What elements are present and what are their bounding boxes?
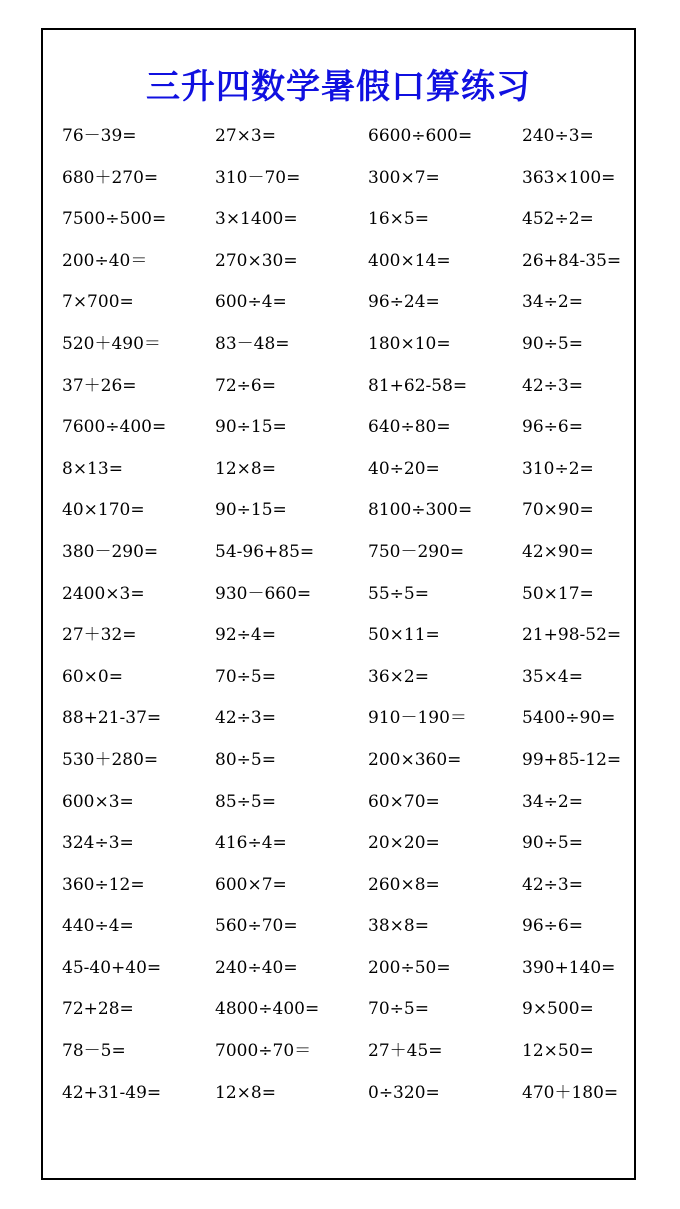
problem-cell: 27×3= — [215, 126, 276, 146]
problem-cell: 200÷50= — [368, 957, 451, 978]
problem-cell: 42×90= — [522, 541, 594, 562]
problem-cell: 96÷6= — [522, 916, 583, 937]
problem-cell: 3×1400= — [215, 209, 298, 230]
worksheet-frame — [41, 28, 636, 1180]
problem-cell: 416÷4= — [215, 833, 287, 854]
problem-cell: 54-96+85= — [215, 541, 315, 562]
problem-cell: 9×500= — [522, 999, 594, 1020]
problem-cell: 42÷3= — [522, 375, 583, 396]
problem-cell: 40×170= — [62, 500, 145, 521]
problem-cell: 7500÷500= — [62, 209, 167, 230]
problem-cell: 6600÷600= — [368, 126, 473, 146]
problem-cell: 470＋180= — [522, 1082, 619, 1103]
problem-cell: 360÷12= — [62, 874, 145, 895]
problem-cell: 12×8= — [215, 1082, 276, 1103]
problem-cell: 12×50= — [522, 1041, 594, 1062]
problem-cell: 910－190＝ — [368, 708, 467, 729]
problem-cell: 440÷4= — [62, 916, 134, 937]
problem-cell: 452÷2= — [522, 209, 594, 230]
problem-cell: 37＋26= — [62, 375, 137, 396]
problem-cell: 560÷70= — [215, 916, 298, 937]
problem-cell: 50×11= — [368, 625, 440, 646]
problem-cell: 92÷4= — [215, 625, 276, 646]
problem-cell: 26+84-35= — [522, 250, 622, 271]
problem-cell: 680＋270= — [62, 167, 159, 188]
problem-cell: 7000÷70＝ — [215, 1041, 312, 1062]
problem-cell: 36×2= — [368, 666, 429, 687]
problem-cell: 12×8= — [215, 458, 276, 479]
problem-cell: 70÷5= — [215, 666, 276, 687]
problem-cell: 35×4= — [522, 666, 583, 687]
problem-cell: 270×30= — [215, 250, 298, 271]
problem-cell: 324÷3= — [62, 833, 134, 854]
problem-cell: 45-40+40= — [62, 957, 162, 978]
problem-cell: 0÷320= — [368, 1082, 440, 1103]
problem-cell: 90÷5= — [522, 833, 583, 854]
problem-cell: 85÷5= — [215, 791, 276, 812]
problem-cell: 42÷3= — [215, 708, 276, 729]
problem-cell: 400×14= — [368, 250, 451, 271]
problem-cell: 930－660= — [215, 583, 312, 604]
problem-cell: 42÷3= — [522, 874, 583, 895]
problem-cell: 2400×3= — [62, 583, 145, 604]
problem-cell: 21+98-52= — [522, 625, 622, 646]
problem-cell: 34÷2= — [522, 292, 583, 313]
problem-cell: 363×100= — [522, 167, 616, 188]
problem-cell: 72+28= — [62, 999, 134, 1020]
problem-cell: 20×20= — [368, 833, 440, 854]
problem-cell: 72÷6= — [215, 375, 276, 396]
problem-cell: 750－290= — [368, 541, 465, 562]
problem-cell: 27＋45= — [368, 1041, 443, 1062]
problem-cell: 55÷5= — [368, 583, 429, 604]
problem-cell: 96÷24= — [368, 292, 440, 313]
problem-cell: 600×7= — [215, 874, 287, 895]
problem-cell: 88+21-37= — [62, 708, 162, 729]
problem-cell: 240÷40= — [215, 957, 298, 978]
problem-cell: 200÷40＝ — [62, 250, 148, 271]
problem-cell: 96÷6= — [522, 417, 583, 438]
problem-cell: 600×3= — [62, 791, 134, 812]
problem-cell: 4800÷400= — [215, 999, 320, 1020]
problem-cell: 8100÷300= — [368, 500, 473, 521]
worksheet-title: 三升四数学暑假口算练习 — [146, 67, 531, 107]
problem-cell: 90÷15= — [215, 417, 287, 438]
problem-grid — [62, 121, 632, 1119]
problem-cell: 40÷20= — [368, 458, 440, 479]
problem-cell: 81+62-58= — [368, 375, 468, 396]
problem-cell: 83－48= — [215, 333, 290, 354]
problem-cell: 42+31-49= — [62, 1082, 162, 1103]
problem-cell: 390+140= — [522, 957, 616, 978]
problem-cell: 60×0= — [62, 666, 123, 687]
problem-cell: 70×90= — [522, 500, 594, 521]
problem-cell: 27＋32= — [62, 625, 137, 646]
problem-cell: 80÷5= — [215, 749, 276, 770]
problem-cell: 200×360= — [368, 749, 462, 770]
problem-cell: 260×8= — [368, 874, 440, 895]
problem-cell: 300×7= — [368, 167, 440, 188]
problem-cell: 60×70= — [368, 791, 440, 812]
problem-cell: 70÷5= — [368, 999, 429, 1020]
problem-cell: 78－5= — [62, 1041, 126, 1062]
problem-cell: 34÷2= — [522, 791, 583, 812]
problem-cell: 380－290= — [62, 541, 159, 562]
problem-cell: 38×8= — [368, 916, 429, 937]
problem-cell: 16×5= — [368, 209, 429, 230]
problem-cell: 600÷4= — [215, 292, 287, 313]
problem-cell: 76－39= — [62, 126, 137, 146]
problem-cell: 90÷5= — [522, 333, 583, 354]
problem-cell: 7×700= — [62, 292, 134, 313]
problem-cell: 310÷2= — [522, 458, 594, 479]
problem-cell: 7600÷400= — [62, 417, 167, 438]
problem-cell: 90÷15= — [215, 500, 287, 521]
problem-cell: 5400÷90= — [522, 708, 616, 729]
problem-cell: 180×10= — [368, 333, 451, 354]
problem-cell: 640÷80= — [368, 417, 451, 438]
problem-cell: 310－70= — [215, 167, 301, 188]
problem-cell: 99+85-12= — [522, 749, 622, 770]
problem-cell: 520＋490＝ — [62, 333, 161, 354]
problem-cell: 240÷3= — [522, 126, 594, 146]
problem-cell: 8×13= — [62, 458, 123, 479]
problem-cell: 530＋280= — [62, 749, 159, 770]
problem-cell: 50×17= — [522, 583, 594, 604]
